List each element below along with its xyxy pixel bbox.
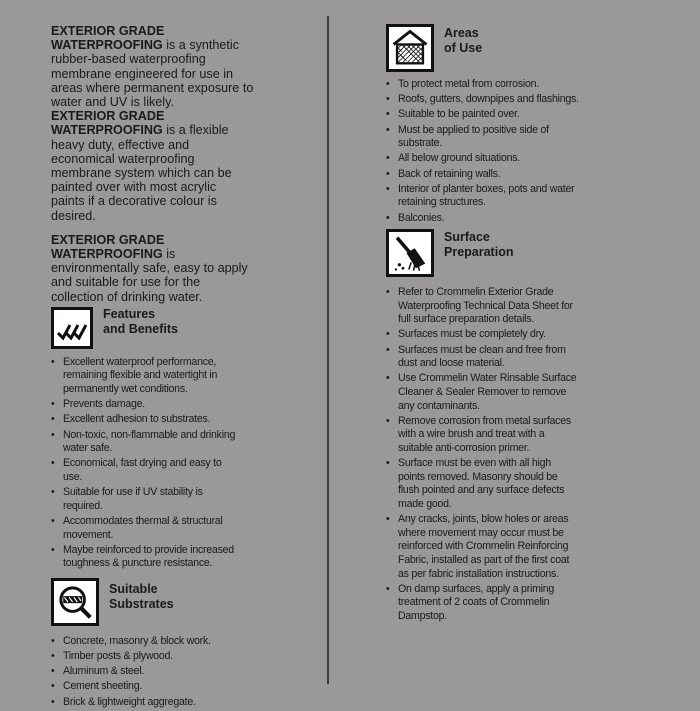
list-item: • Timber posts & plywood. <box>51 650 251 664</box>
list-item: • All below ground situations. <box>386 152 586 166</box>
intro-paragraph-1: EXTERIOR GRADE WATERPROOFING is a synthetic rubber-based waterproofing membrane engineered for use in areas where permanent exposure to water and UV is likely. <box>51 24 254 110</box>
house-icon <box>386 24 434 72</box>
list-item: • On damp surfaces, apply a priming treatment of 2 coats of Crommelin Dampstop. <box>386 583 578 624</box>
left-column <box>51 24 313 711</box>
preparation-list <box>386 286 578 623</box>
list-item: • Surface must be even with all high points removed. Masonry should be flush pointed and any surface defects made good. <box>386 457 578 511</box>
list-item: • Economical, fast drying and easy to use. <box>51 457 241 484</box>
broom-icon <box>386 229 434 277</box>
list-item: • Aluminum & steel. <box>51 665 251 679</box>
list-item: • Surfaces must be clean and free from dust and loose material. <box>386 344 578 371</box>
features-section <box>51 307 313 571</box>
preparation-title: Surface Preparation <box>444 230 514 260</box>
checkmarks-icon <box>51 307 93 349</box>
list-item: • To protect metal from corrosion. <box>386 78 586 92</box>
list-item: • Must be applied to positive side of substrate. <box>386 124 586 151</box>
list-item: • Brick & lightweight aggregate. <box>51 696 251 710</box>
list-item: • Accommodates thermal & structural movement. <box>51 515 241 542</box>
list-item: • Surfaces must be completely dry. <box>386 328 578 342</box>
list-item: • Concrete, masonry & block work. <box>51 635 251 649</box>
preparation-header <box>386 229 686 277</box>
list-item: • Cement sheeting. <box>51 680 251 694</box>
list-item: • Maybe reinforced to provide increased toughness & puncture resistance. <box>51 544 241 571</box>
areas-section <box>386 24 686 225</box>
list-item: • Balconies. <box>386 212 586 226</box>
substrates-section <box>51 578 313 709</box>
list-item: • Suitable for use if UV stability is required. <box>51 486 241 513</box>
substrates-header <box>51 578 313 626</box>
substrates-title: Suitable Substrates <box>109 581 174 611</box>
areas-header <box>386 24 686 72</box>
substrate-magnifier-icon <box>51 578 99 626</box>
right-column <box>386 24 686 625</box>
intro-paragraph-3: EXTERIOR GRADE WATERPROOFING is environmentally safe, easy to apply and suitable for use for the collection of drinking water. <box>51 232 248 304</box>
list-item: • Prevents damage. <box>51 398 241 412</box>
list-item: • Interior of planter boxes, pots and water retaining structures. <box>386 183 586 210</box>
list-item: • Non-toxic, non-flammable and drinking water safe. <box>51 429 241 456</box>
list-item: • Back of retaining walls. <box>386 168 586 182</box>
list-item: • Roofs, gutters, downpipes and flashings. <box>386 93 586 107</box>
list-item: • Excellent adhesion to substrates. <box>51 413 241 427</box>
preparation-section <box>386 229 686 623</box>
features-list <box>51 356 241 571</box>
list-item: • Excellent waterproof performance, remaining flexible and watertight in permanently wet conditions. <box>51 356 241 397</box>
substrates-list <box>51 635 251 709</box>
list-item: • Remove corrosion from metal surfaces with a wire brush and treat with a suitable anti-corrosion primer. <box>386 415 578 456</box>
features-title: Features and Benefits <box>103 306 179 336</box>
list-item: • Refer to Crommelin Exterior Grade Waterproofing Technical Data Sheet for full surface preparation details. <box>386 286 578 327</box>
features-header <box>51 307 313 349</box>
areas-title: Areas of Use <box>444 26 483 55</box>
list-item: • Suitable to be painted over. <box>386 108 586 122</box>
intro-paragraph-2: EXTERIOR GRADE WATERPROOFING is a flexible heavy duty, effective and economical waterproofing membrane system which can be painted over with most acrylic paints if a decorative colour is desired. <box>51 109 232 223</box>
areas-list <box>386 78 586 225</box>
column-divider <box>327 16 329 684</box>
list-item: • Use Crommelin Water Rinsable Surface Cleaner & Sealer Remover to remove any contaminants. <box>386 372 578 413</box>
list-item: • Any cracks, joints, blow holes or areas where movement may occur must be reinforced with Crommelin Reinforcing Fabric, installed as part of the first coat as per fabric installation instructions. <box>386 513 578 581</box>
